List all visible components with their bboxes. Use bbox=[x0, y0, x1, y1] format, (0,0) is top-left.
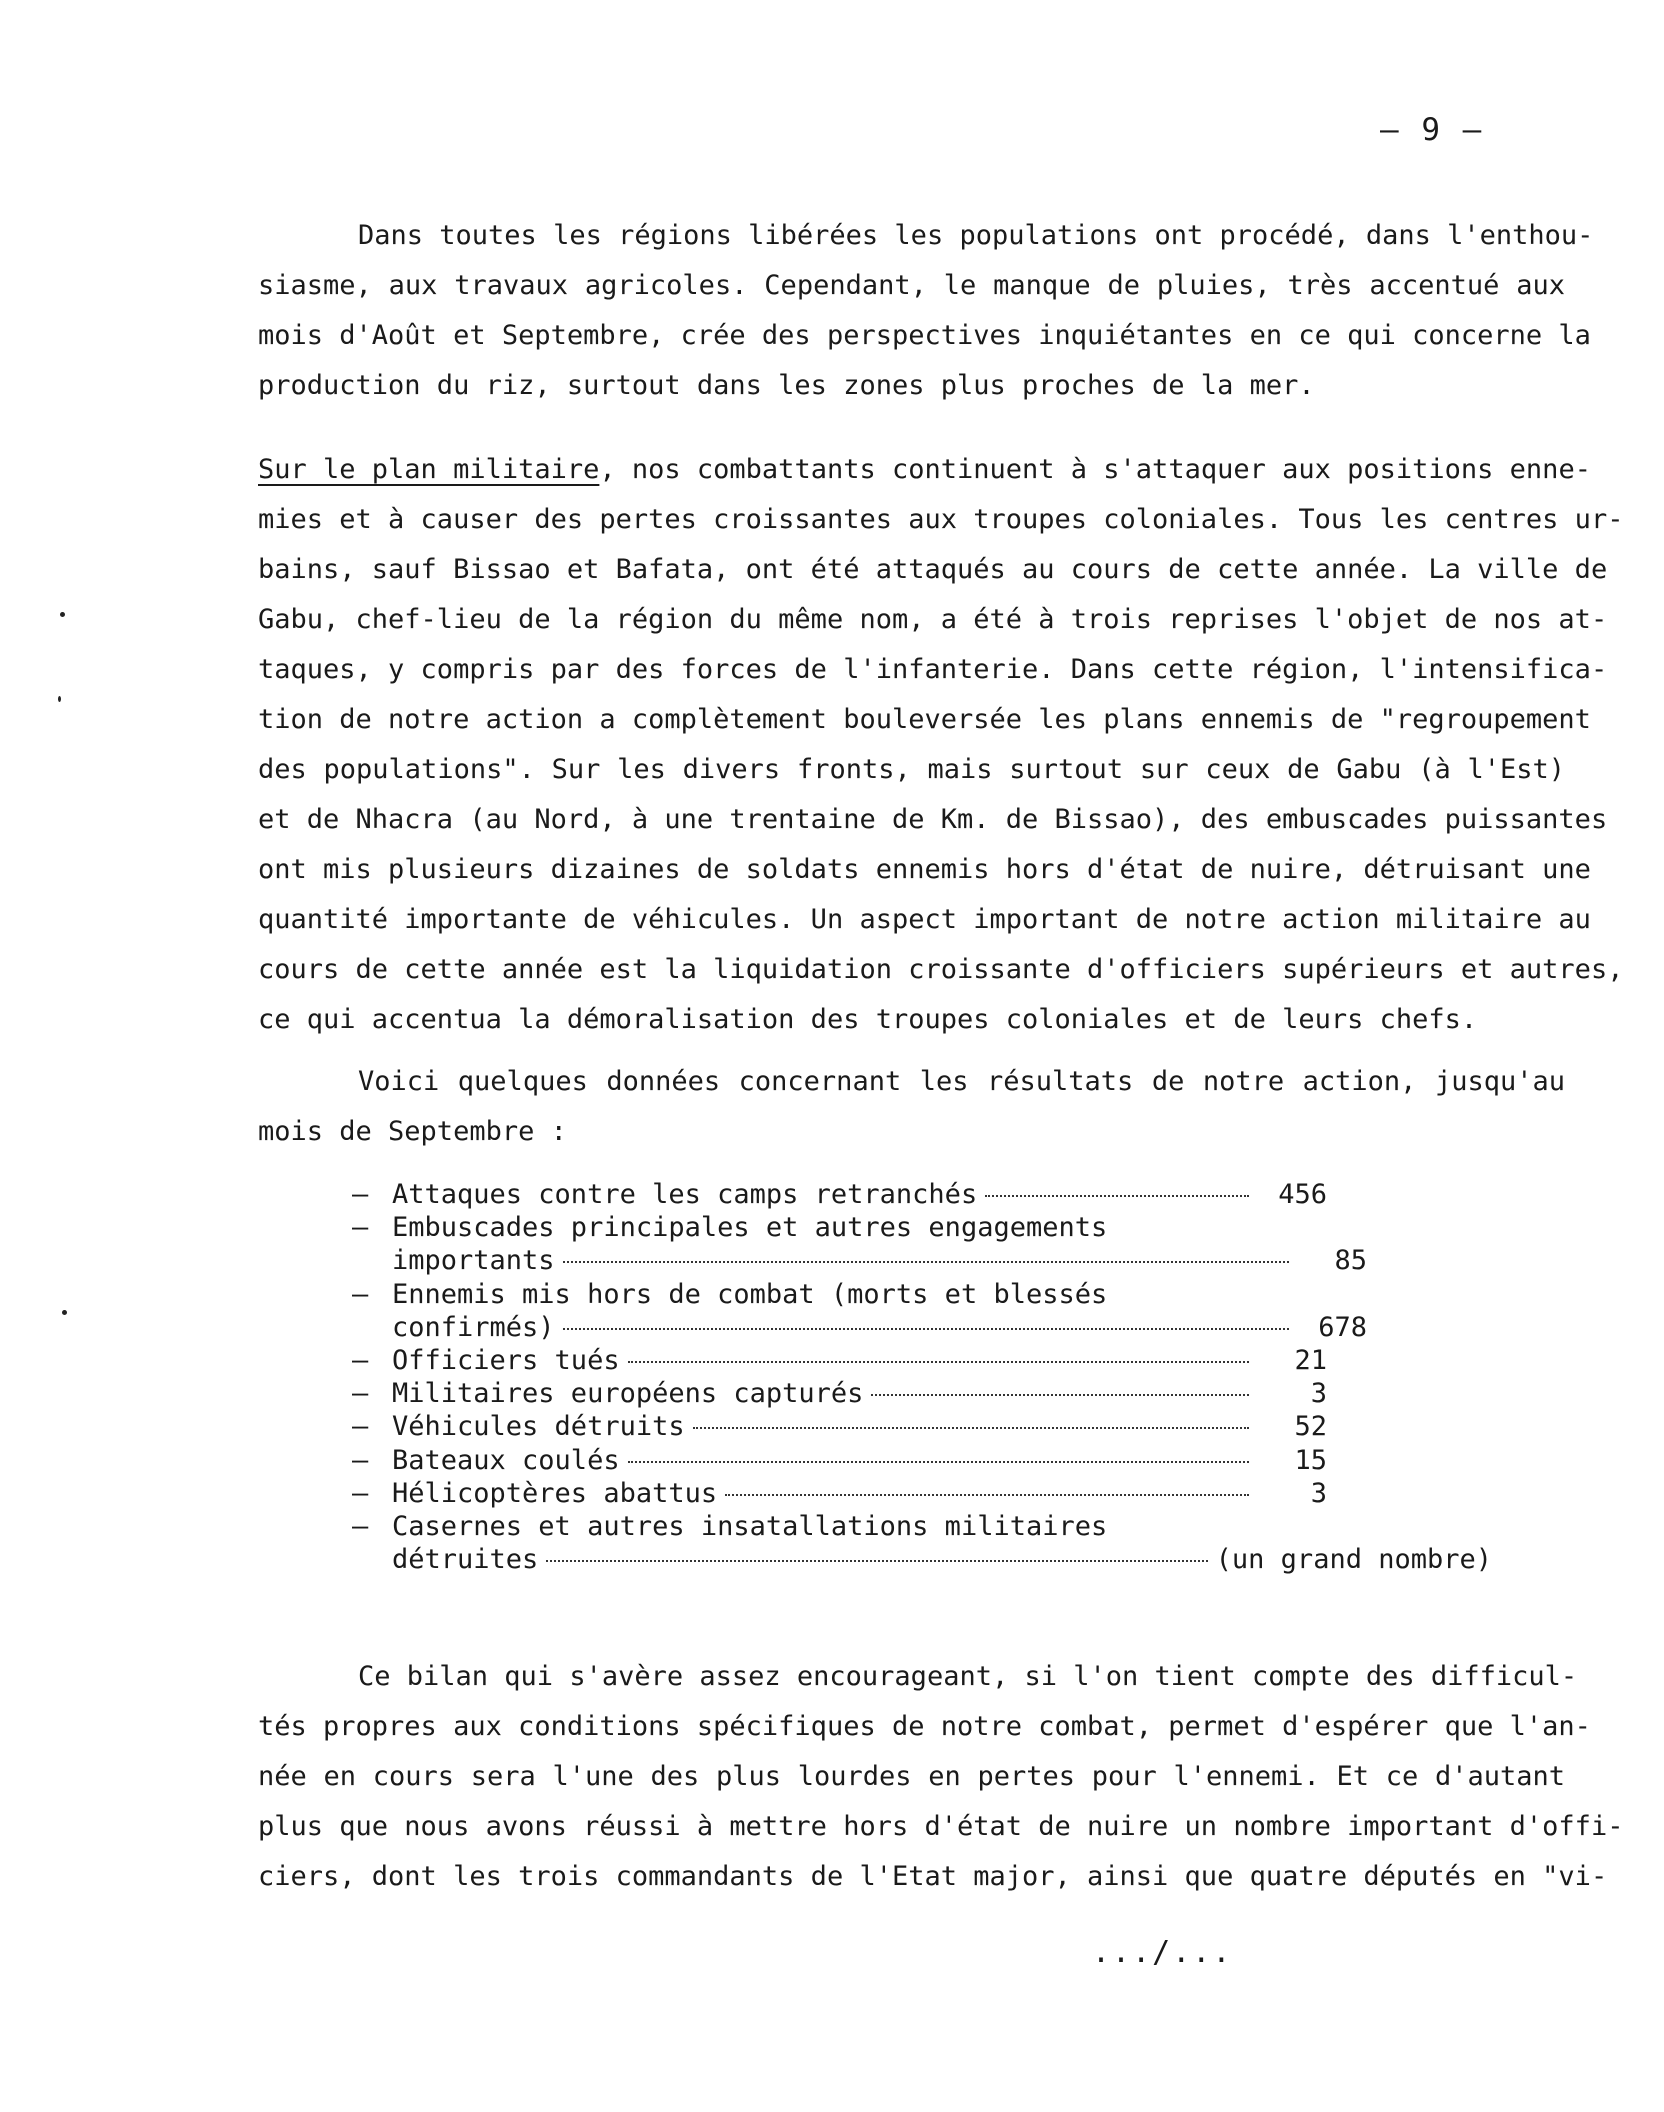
continuation-marker: .../... bbox=[1092, 1935, 1233, 1970]
item-label: Militaires européens capturés bbox=[392, 1378, 864, 1410]
item-value: 15 bbox=[1294, 1444, 1327, 1476]
item-value: 52 bbox=[1294, 1411, 1327, 1443]
item-value: 678 bbox=[1318, 1311, 1367, 1343]
text-line: mois d'Août et Septembre, crée des perspectives inquiétantes en ce qui concerne la bbox=[258, 320, 1591, 351]
item-label: Véhicules détruits bbox=[392, 1411, 685, 1443]
item-label-continued: confirmés) bbox=[392, 1311, 555, 1343]
item-value: 21 bbox=[1294, 1345, 1327, 1377]
paragraph-assessment bbox=[258, 1652, 1624, 1902]
text-line: siasme, aux travaux agricoles. Cependant, le manque de pluies, très accentué aux bbox=[258, 270, 1565, 301]
item-value: 85 bbox=[1334, 1245, 1367, 1277]
text-line: tés propres aux conditions spécifiques de notre combat, permet d'espérer que l'an- bbox=[258, 1711, 1591, 1742]
list-dash: – bbox=[352, 1511, 369, 1543]
text-line: plus que nous avons réussi à mettre hors d'état de nuire un nombre important d'offi- bbox=[258, 1811, 1624, 1842]
paragraph-military bbox=[258, 445, 1624, 1045]
item-label-continued: importants bbox=[392, 1245, 555, 1277]
list-item bbox=[352, 1510, 1492, 1576]
list-item bbox=[352, 1477, 1452, 1510]
text-line: production du riz, surtout dans les zones plus proches de la mer. bbox=[258, 370, 1315, 401]
results-list bbox=[352, 1178, 1492, 1576]
list-dash: – bbox=[352, 1345, 369, 1377]
text-line: tion de notre action a complètement bouleversée les plans ennemis de "regroupement bbox=[258, 704, 1591, 735]
text-line bbox=[258, 445, 1591, 495]
text-line: et de Nhacra (au Nord, à une trentaine de Km. de Bissao), des embuscades puissantes bbox=[258, 804, 1608, 835]
list-dash: – bbox=[352, 1378, 369, 1410]
text-line: née en cours sera l'une des plus lourdes en pertes pour l'ennemi. Et ce d'autant bbox=[258, 1761, 1565, 1792]
text-line: taques, y compris par des forces de l'infanterie. Dans cette région, l'intensifica- bbox=[258, 654, 1608, 685]
list-item bbox=[352, 1444, 1452, 1477]
item-value: 456 bbox=[1278, 1179, 1327, 1210]
paragraph-agriculture bbox=[258, 211, 1594, 411]
list-dash: – bbox=[352, 1212, 369, 1244]
dot-leader bbox=[546, 1560, 1207, 1562]
item-value: (un grand nombre) bbox=[1215, 1544, 1492, 1576]
text-line: Voici quelques données concernant les résultats de notre action, jusqu'au bbox=[358, 1066, 1565, 1097]
dot-leader bbox=[725, 1494, 1249, 1496]
margin-mark bbox=[60, 612, 65, 617]
text-line: mies et à causer des pertes croissantes aux troupes coloniales. Tous les centres ur- bbox=[258, 504, 1624, 535]
list-item bbox=[352, 1344, 1452, 1377]
list-item bbox=[352, 1377, 1452, 1410]
page-number: – 9 – bbox=[1380, 112, 1484, 148]
text-line: cours de cette année est la liquidation croissante d'officiers supérieurs et autres, bbox=[258, 954, 1624, 985]
margin-mark bbox=[62, 1310, 67, 1315]
text-line: ont mis plusieurs dizaines de soldats ennemis hors d'état de nuire, détruisant une bbox=[258, 854, 1591, 885]
item-value: 3 bbox=[1310, 1477, 1327, 1509]
list-dash: – bbox=[352, 1477, 369, 1509]
section-heading-military: Sur le plan militaire bbox=[258, 454, 600, 485]
list-dash: – bbox=[352, 1179, 369, 1210]
paragraph-results-intro bbox=[258, 1057, 1565, 1157]
list-item bbox=[352, 1278, 1452, 1344]
text-line: ciers, dont les trois commandants de l'Etat major, ainsi que quatre députés en "vi- bbox=[258, 1861, 1608, 1892]
list-dash: – bbox=[352, 1278, 369, 1310]
dot-leader bbox=[563, 1328, 1289, 1330]
dot-leader bbox=[628, 1361, 1249, 1363]
text-line: mois de Septembre : bbox=[258, 1116, 567, 1147]
margin-mark bbox=[58, 696, 61, 702]
item-label: Ennemis mis hors de combat (morts et blessés bbox=[392, 1278, 1108, 1310]
text-line: bains, sauf Bissao et Bafata, ont été attaqués au cours de cette année. La ville de bbox=[258, 554, 1608, 585]
item-label: Attaques contre les camps retranchés bbox=[392, 1179, 978, 1210]
item-label: Hélicoptères abattus bbox=[392, 1477, 718, 1509]
list-item bbox=[352, 1211, 1452, 1277]
item-label: Bateaux coulés bbox=[392, 1444, 620, 1476]
text-line: Gabu, chef-lieu de la région du même nom, a été à trois reprises l'objet de nos at- bbox=[258, 604, 1608, 635]
item-label: Casernes et autres insatallations militaires bbox=[392, 1511, 1108, 1543]
text-line: des populations". Sur les divers fronts, mais surtout sur ceux de Gabu (à l'Est) bbox=[258, 754, 1565, 785]
dot-leader bbox=[628, 1461, 1249, 1463]
list-dash: – bbox=[352, 1444, 369, 1476]
text-line: Ce bilan qui s'avère assez encourageant, si l'on tient compte des difficul- bbox=[358, 1661, 1578, 1692]
item-label: Officiers tués bbox=[392, 1345, 620, 1377]
dot-leader bbox=[693, 1427, 1249, 1429]
dot-leader bbox=[871, 1394, 1249, 1396]
item-label: Embuscades principales et autres engagements bbox=[392, 1212, 1108, 1244]
item-value: 3 bbox=[1310, 1378, 1327, 1410]
text-line: ce qui accentua la démoralisation des troupes coloniales et de leurs chefs. bbox=[258, 1004, 1478, 1035]
dot-leader bbox=[563, 1261, 1289, 1263]
list-dash: – bbox=[352, 1411, 369, 1443]
text-fragment: , nos combattants continuent à s'attaquer aux positions enne- bbox=[599, 454, 1591, 485]
list-item bbox=[352, 1178, 1452, 1211]
text-line: Dans toutes les régions libérées les populations ont procédé, dans l'enthou- bbox=[358, 220, 1594, 251]
text-line: quantité importante de véhicules. Un aspect important de notre action militaire au bbox=[258, 904, 1591, 935]
item-label-continued: détruites bbox=[392, 1544, 539, 1576]
list-item bbox=[352, 1410, 1452, 1443]
dot-leader bbox=[985, 1195, 1249, 1197]
